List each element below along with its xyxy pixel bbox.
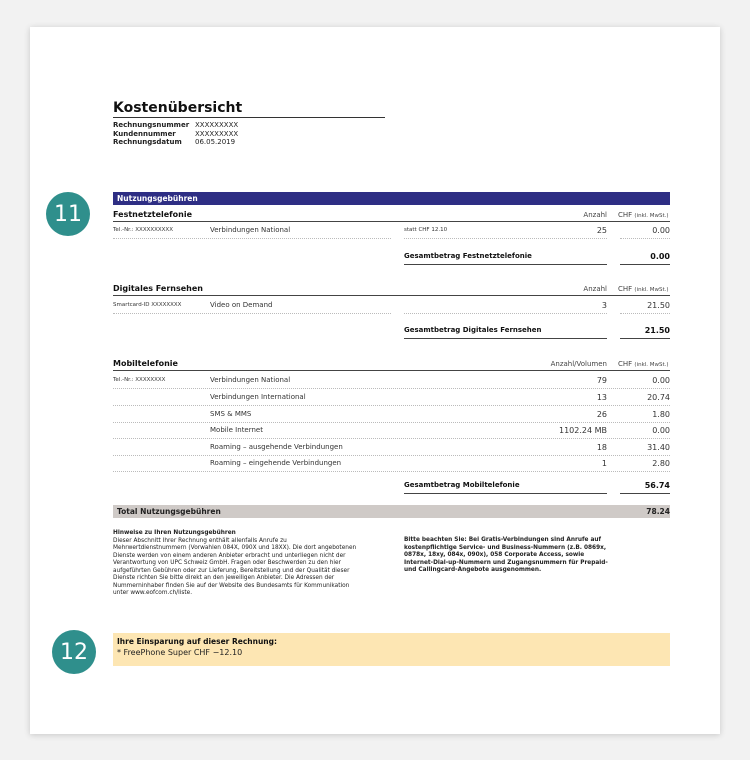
meta-row-invoice-number bbox=[113, 121, 238, 130]
row-divider bbox=[620, 238, 670, 239]
notes-line: Dienste werden von einem anderen Anbieter erbracht und unterliegen nicht der bbox=[113, 552, 346, 559]
notes-line: aufgeführten Gebühren oder zur Lieferung, Bereitstellung und der Qualität dieser bbox=[113, 567, 350, 574]
notes-line: Dieser Abschnitt Ihrer Rechnung enthält allenfalls Anrufe zu bbox=[113, 537, 287, 544]
row-divider bbox=[113, 238, 391, 239]
sum-rule bbox=[404, 493, 607, 494]
sum-rule bbox=[404, 264, 607, 265]
meta-value: 06.05.2019 bbox=[195, 138, 236, 147]
landline-total-value: 0.00 bbox=[650, 252, 670, 261]
notes-line: Nummerninhaber finden Sie auf der Website des Bundesamts für Kommunikation bbox=[113, 582, 350, 589]
notes-line: Bitte beachten Sie: Bei Gratis-Verbindungen sind Anrufe auf bbox=[404, 537, 602, 543]
notes-right bbox=[404, 537, 670, 575]
meta-value: XXXXXXXXX bbox=[195, 121, 239, 129]
row-divider bbox=[113, 471, 670, 472]
mobile-row-count: 1102.24 MB bbox=[558, 426, 607, 435]
notes-line: 0878x, 18xy, 084x, 090x), 058 Corporate Access, sowie bbox=[404, 552, 585, 558]
row-divider bbox=[113, 388, 670, 389]
group-rule bbox=[113, 295, 670, 296]
meta-label: Rechnungsdatum bbox=[113, 138, 182, 147]
notes-line: Internet-Dial-up-Nummern und Zugangsnummern für Prepaid- bbox=[404, 559, 608, 566]
meta-row-invoice-date bbox=[113, 138, 238, 147]
mobile-id: Tel.-Nr.: XXXXXXXX bbox=[113, 377, 166, 383]
landline-id: Tel.-Nr.: XXXXXXXXXX bbox=[113, 227, 173, 233]
col-header-chf: CHF (inkl. MwSt.) bbox=[618, 285, 669, 293]
tv-total-value: 21.50 bbox=[644, 326, 670, 335]
invoice-meta bbox=[113, 121, 238, 147]
mobile-row-amount: 31.40 bbox=[647, 443, 670, 452]
landline-desc: Verbindungen National bbox=[210, 226, 291, 234]
tv-count: 3 bbox=[601, 301, 607, 310]
group-rule bbox=[113, 370, 670, 371]
mobile-row-amount: 1.80 bbox=[652, 410, 670, 419]
row-divider bbox=[620, 313, 670, 314]
mobile-total-value: 56.74 bbox=[644, 481, 670, 490]
notes-left-title: Hinweise zu Ihren Nutzungsgebühren bbox=[113, 530, 236, 536]
row-divider bbox=[113, 313, 391, 314]
notes-line: Verantwortung von UPC Schweiz GmbH. Fragen oder Beschwerden zu den hier bbox=[113, 560, 341, 566]
notes-line: unter www.eofcom.ch/liste. bbox=[113, 590, 193, 596]
mobile-row-desc: Roaming – eingehende Verbindungen bbox=[210, 459, 342, 467]
mobile-row-desc: SMS & MMS bbox=[210, 410, 252, 418]
total-usage-bar bbox=[113, 505, 670, 518]
section-header-usage-fees: Nutzungsgebühren bbox=[113, 192, 670, 205]
sum-rule bbox=[620, 493, 670, 494]
col-header-chf: CHF (inkl. MwSt.) bbox=[618, 211, 669, 219]
col-header-count: Anzahl bbox=[583, 211, 607, 219]
meta-label: Rechnungsnummer bbox=[113, 121, 190, 129]
notes-line: Dienste richten Sie bitte direkt an den jeweiligen Anbieter. Die Adressen der bbox=[113, 575, 335, 581]
landline-total-label: Gesamtbetrag Festnetztelefonie bbox=[404, 252, 532, 260]
notes-line: Mehrwertdienstnummern (Vorwahlen 084X, 090X und 18XX). Die dort angebotenen bbox=[113, 545, 357, 551]
title-underline bbox=[113, 117, 385, 118]
mobile-row-count: 13 bbox=[596, 393, 607, 402]
sum-rule bbox=[620, 264, 670, 265]
notes-left bbox=[113, 530, 393, 598]
col-header-count: Anzahl bbox=[583, 285, 607, 293]
group-rule bbox=[113, 221, 670, 222]
mobile-row-desc: Verbindungen International bbox=[210, 393, 306, 401]
mobile-row-amount: 0.00 bbox=[652, 376, 670, 385]
row-divider bbox=[404, 313, 607, 314]
total-value: 78.24 bbox=[646, 507, 670, 516]
page-title: Kostenübersicht bbox=[113, 100, 243, 116]
mobile-row-amount: 0.00 bbox=[652, 426, 670, 435]
landline-amount: 0.00 bbox=[652, 226, 670, 235]
row-divider bbox=[113, 455, 670, 456]
savings-line: * FreePhone Super CHF −12.10 bbox=[117, 648, 243, 657]
mobile-row-amount: 2.80 bbox=[652, 459, 670, 468]
tv-total-label: Gesamtbetrag Digitales Fernsehen bbox=[404, 326, 542, 334]
meta-label: Kundennummer bbox=[113, 129, 176, 138]
mobile-row-amount: 20.74 bbox=[647, 393, 670, 402]
sum-rule bbox=[620, 338, 670, 339]
tv-amount: 21.50 bbox=[647, 301, 670, 310]
callout-badge-11: 11 bbox=[46, 192, 90, 236]
mobile-total-label: Gesamtbetrag Mobiltelefonie bbox=[404, 481, 520, 489]
col-header-chf: CHF (inkl. MwSt.) bbox=[618, 360, 669, 368]
landline-count: 25 bbox=[596, 226, 607, 235]
mobile-row-desc: Roaming – ausgehende Verbindungen bbox=[210, 443, 343, 451]
meta-row-customer-number bbox=[113, 130, 238, 139]
notes-line: und Callingcard-Angebote ausgenommen. bbox=[404, 567, 542, 573]
row-divider bbox=[113, 422, 670, 423]
group-title-tv: Digitales Fernsehen bbox=[113, 284, 203, 293]
mobile-row-count: 79 bbox=[596, 376, 607, 385]
mobile-row-count: 1 bbox=[601, 459, 607, 468]
mobile-row-desc: Verbindungen National bbox=[210, 376, 291, 384]
landline-note: statt CHF 12.10 bbox=[404, 227, 448, 233]
meta-value: XXXXXXXXX bbox=[195, 129, 239, 138]
notes-line: kostenpflichtige Service- und Business-Nummern (z.B. 0869x, bbox=[404, 544, 607, 551]
savings-title: Ihre Einsparung auf dieser Rechnung: bbox=[117, 637, 278, 646]
invoice-page bbox=[30, 27, 720, 734]
savings-box bbox=[113, 633, 670, 666]
callout-badge-12: 12 bbox=[52, 630, 96, 674]
group-title-landline: Festnetztelefonie bbox=[113, 210, 193, 219]
sum-rule bbox=[404, 338, 607, 339]
total-label: Total Nutzungsgebühren bbox=[117, 507, 221, 516]
group-title-mobile: Mobiltelefonie bbox=[113, 359, 178, 368]
row-divider bbox=[404, 238, 607, 239]
tv-id: Smartcard-ID XXXXXXXX bbox=[113, 302, 182, 308]
col-header-count: Anzahl/Volumen bbox=[550, 360, 607, 368]
mobile-row-count: 18 bbox=[596, 443, 607, 452]
row-divider bbox=[113, 405, 670, 406]
mobile-row-count: 26 bbox=[596, 410, 607, 419]
row-divider bbox=[113, 438, 670, 439]
mobile-row-desc: Mobile Internet bbox=[210, 426, 263, 434]
tv-desc: Video on Demand bbox=[210, 301, 273, 309]
